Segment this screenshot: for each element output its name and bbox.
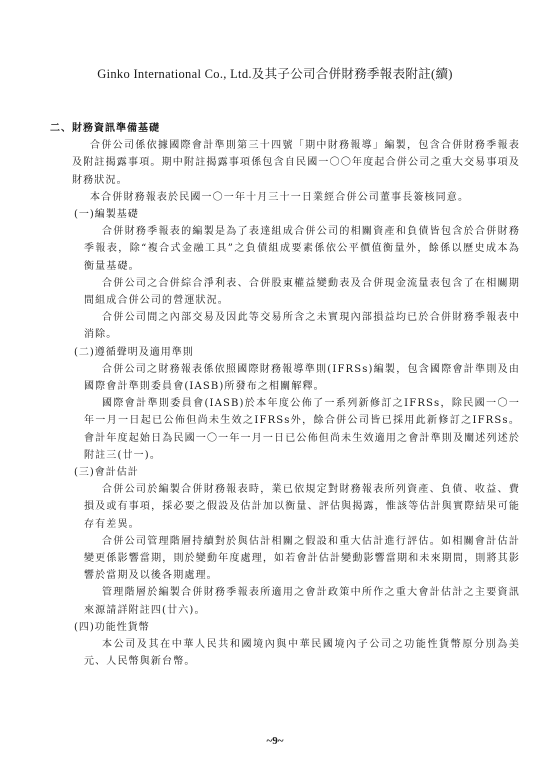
paragraph: 國際會計準則委員會(IASB)於本年度公佈了一系列新修訂之IFRSs，除民國一〇一年一月一日起已公佈但尚未生效之IFRSs外，餘合併公司皆已採用此新修訂之IFRSs。會計年度起始日為民國一〇一年一月一日已公佈但尚未生效適用之會計準則及闡述列述於附註三(廿一)。 [84,398,520,461]
paragraph: 合併公司之合併綜合淨利表、合併股東權益變動表及合併現金流量表包含了在相關期間組成合併公司的營運狀況。 [84,277,520,307]
paragraph: 合併公司之財務報表係依照國際財務報導準則(IFRSs)編製，包含國際會計準則及由國際會計準則委員會(IASB)所發布之相關解釋。 [84,363,520,393]
paragraph: 合併財務季報表的編製是為了表達組成合併公司的相關資產和負債皆包含於合併財務季報表，除“複合式金融工具”之負債組成要素係依公平價值衡量外，餘係以歷史成本為衡量基礎。 [84,226,520,272]
intro-paragraph: 合併公司係依據國際會計準則第三十四號「期中財務報導」編製，包含合併財務季報表及附註揭露事項。期中附註揭露事項係包含自民國一〇〇年度起合併公司之重大交易事項及財務狀況。 [72,140,520,186]
paragraph: 合併公司於編製合併財務報表時，業已依規定對財務報表所列資產、負債、收益、費損及或有事項，採必要之假設及估計加以衡量、評估與揭露，惟該等估計與實際結果可能存有差異。 [84,484,520,530]
section-heading: 二、財務資訊準備基礎 [50,123,160,134]
paragraph: 合併公司間之內部交易及因此等交易所含之未實現內部損益均已於合併財務季報表中消除。 [84,312,520,341]
subsection-heading-compliance: (二)遵循聲明及適用準則 [74,346,194,358]
page-title: Ginko International Co., Ltd.及其子公司合併財務季報表附註(續) [97,67,453,81]
paragraph: 合併公司管理階層持續對於與估計相關之假設和重大估計進行評估。如相關會計估計變更係影響當期，則於變動年度處理，如若會計估計變動影響當期和未來期間，則將其影響於當期及以後各期處理。 [84,535,520,582]
page-number: ~9~ [266,735,284,747]
subsection-heading-estimates: (三)會計估計 [74,467,139,479]
subsection-heading-currency: (四)功能性貨幣 [74,621,150,633]
document-body [50,120,520,671]
intro-paragraph: 本合併財務報表於民國一〇一年十月三十一日業經合併公司董事長簽核同意。 [90,191,470,203]
paragraph: 本公司及其在中華人民共和國境內與中華民國境內子公司之功能性貨幣原分別為美元、人民幣與新台幣。 [84,639,520,668]
paragraph: 管理階層於編製合併財務季報表所適用之會計政策中所作之重大會計估計之主要資訊來源請詳附註四(廿六)。 [84,587,520,616]
subsection-heading-basis: (一)編製基礎 [74,209,139,221]
